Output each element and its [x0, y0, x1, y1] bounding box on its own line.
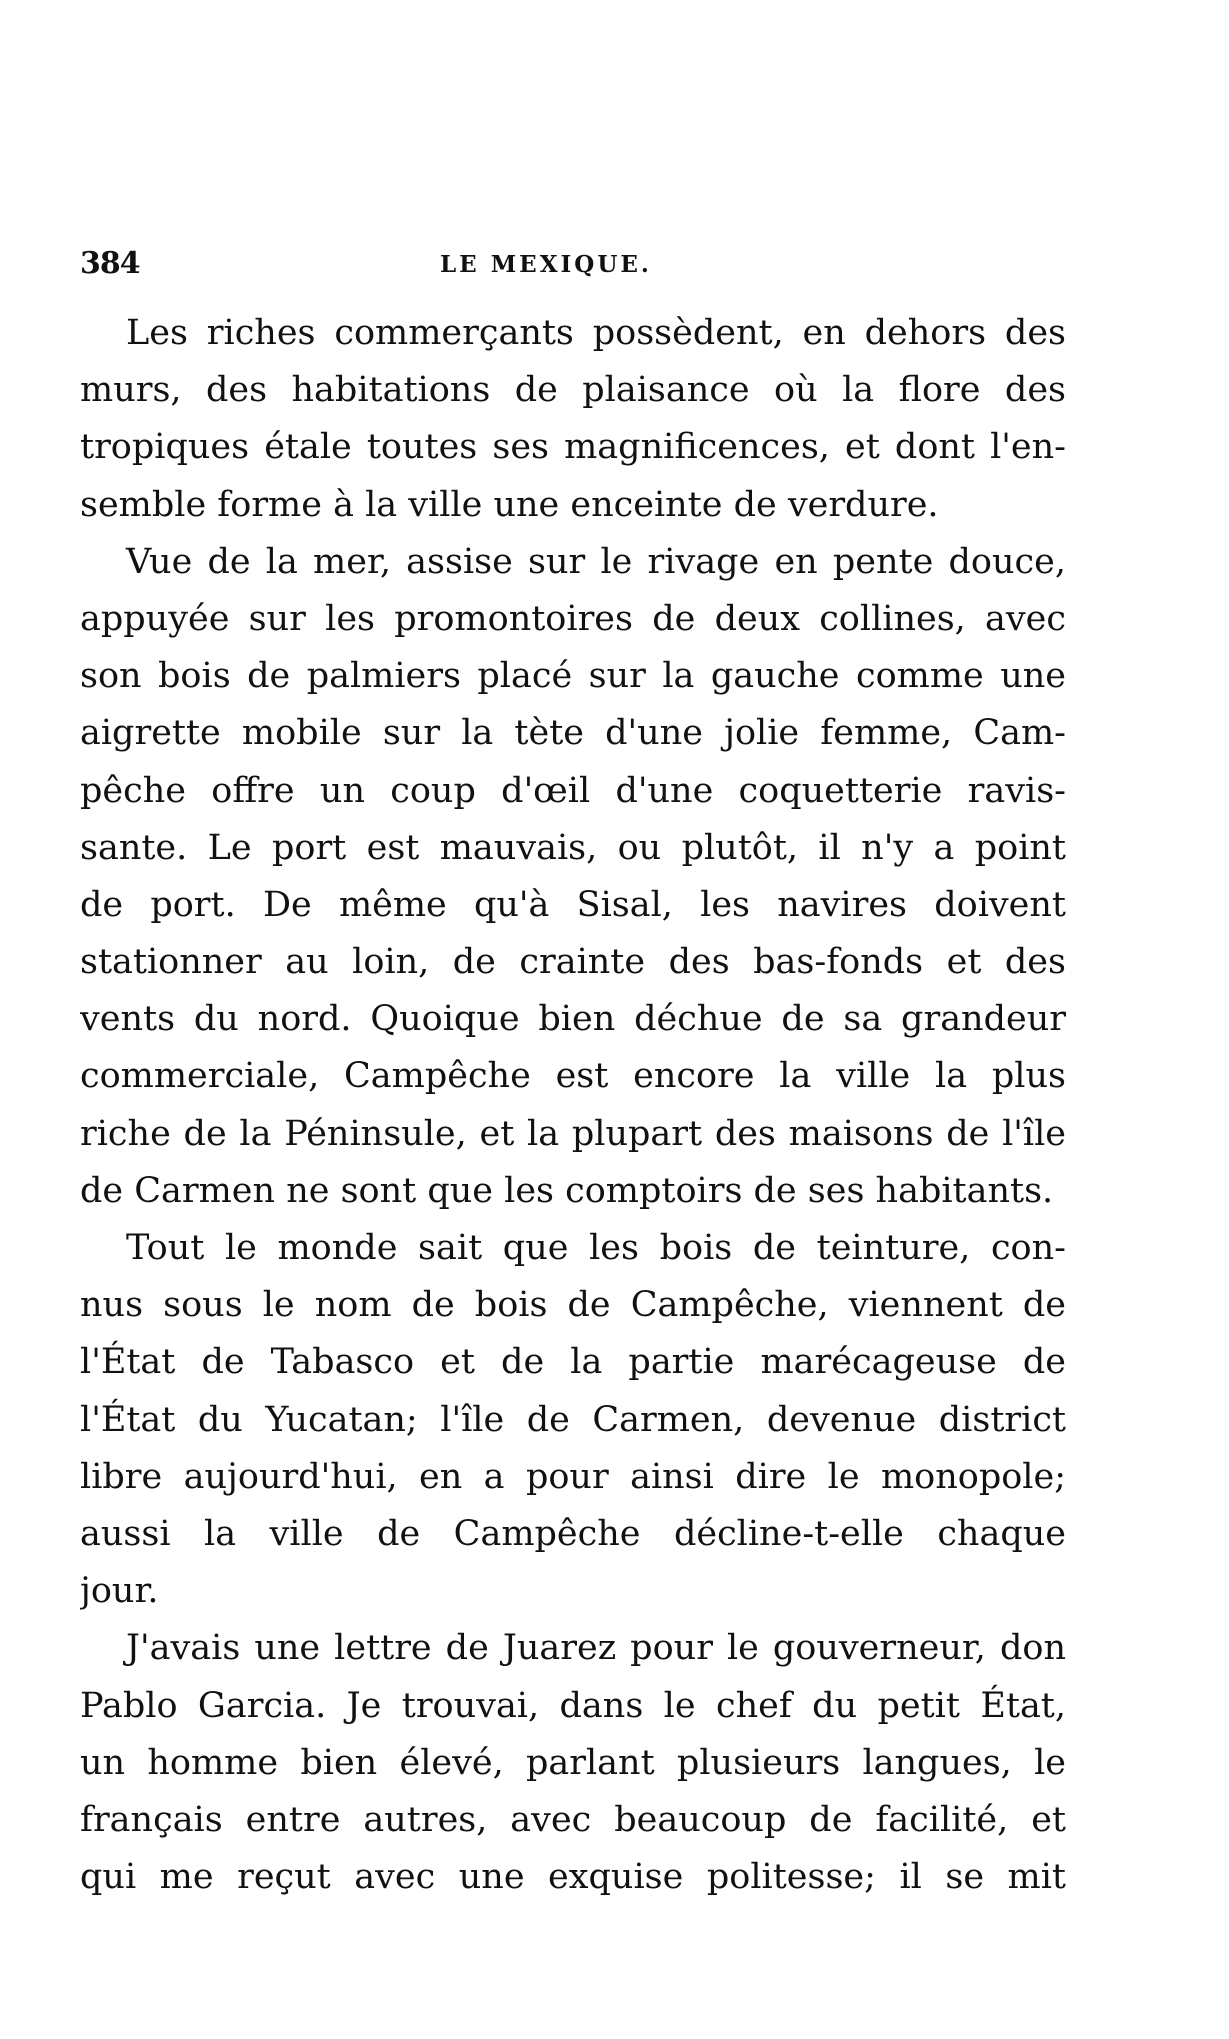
text-line: commerciale, Campêche est encore la ville la plus — [80, 1056, 1066, 1097]
text-line: l'État du Yucatan; l'île de Carmen, devenue district — [80, 1399, 1066, 1440]
text-line: de port. De même qu'à Sisal, les navires doivent — [80, 884, 1066, 925]
text-line: J'avais une lettre de Juarez pour le gouverneur, don — [126, 1628, 1066, 1669]
text-line: français entre autres, avec beaucoup de facilité, et — [80, 1799, 1066, 1840]
text-line: aigrette mobile sur la tète d'une jolie femme, Cam- — [80, 713, 1066, 754]
text-line: Pablo Garcia. Je trouvai, dans le chef du petit État, — [80, 1685, 1066, 1726]
paragraph — [80, 305, 1066, 534]
paragraph — [80, 1620, 1066, 1906]
text-line: sante. Le port est mauvais, ou plutôt, il n'y a point — [80, 827, 1066, 868]
text-line: riche de la Péninsule, et la plupart des maisons de l'île — [80, 1113, 1066, 1154]
text-line: appuyée sur les promontoires de deux collines, avec — [80, 598, 1066, 639]
text-line: de Carmen ne sont que les comptoirs de ses habitants. — [80, 1170, 1054, 1211]
paragraph — [80, 534, 1066, 1220]
text-line: murs, des habitations de plaisance où la flore des — [80, 370, 1066, 411]
text-line: tropiques étale toutes ses magnificences, et dont l'en- — [80, 427, 1066, 468]
text-line: aussi la ville de Campêche décline-t-elle chaque — [80, 1513, 1066, 1554]
running-title: LE MEXIQUE. — [440, 251, 652, 278]
running-header — [80, 246, 1066, 286]
text-line: Vue de la mer, assise sur le rivage en pente douce, — [126, 541, 1066, 582]
text-line: son bois de palmiers placé sur la gauche comme une — [80, 656, 1066, 697]
text-line: libre aujourd'hui, en a pour ainsi dire le monopole; — [80, 1456, 1066, 1497]
text-line: l'État de Tabasco et de la partie marécageuse de — [80, 1342, 1066, 1383]
text-line: un homme bien élevé, parlant plusieurs langues, le — [80, 1742, 1066, 1783]
text-line: jour. — [80, 1571, 159, 1612]
text-line: Tout le monde sait que les bois de teinture, con- — [126, 1228, 1066, 1268]
text-line: pêche offre un coup d'œil d'une coquetterie ravis- — [80, 770, 1066, 811]
text-line: semble forme à la ville une enceinte de verdure. — [80, 484, 939, 525]
body-text — [80, 305, 1066, 1906]
page-number: 384 — [80, 246, 140, 281]
text-line: nus sous le nom de bois de Campêche, viennent de — [80, 1285, 1066, 1326]
text-line: Les riches commerçants possèdent, en dehors des — [126, 313, 1066, 353]
text-line: vents du nord. Quoique bien déchue de sa grandeur — [80, 999, 1066, 1040]
text-line: stationner au loin, de crainte des bas-fonds et des — [80, 942, 1066, 983]
text-line: qui me reçut avec une exquise politesse; il se mit — [80, 1857, 1066, 1898]
paragraph — [80, 1220, 1066, 1620]
